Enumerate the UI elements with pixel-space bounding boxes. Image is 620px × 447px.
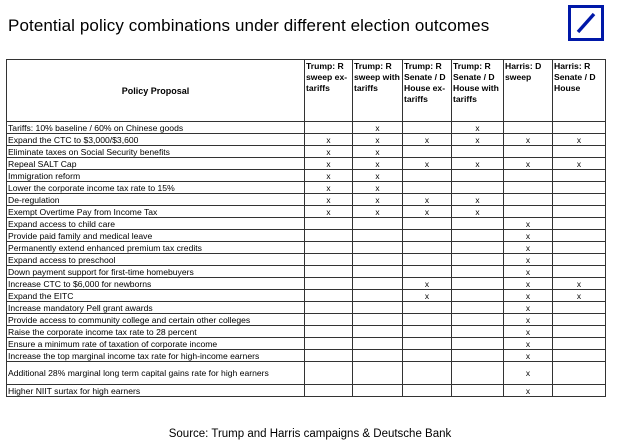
- scenario-cell: [353, 290, 403, 302]
- column-header-scenario: Harris: R Senate / D House: [553, 60, 606, 122]
- scenario-cell: x: [305, 206, 353, 218]
- scenario-cell: [553, 194, 606, 206]
- scenario-cell: [305, 314, 353, 326]
- scenario-cell: [403, 338, 452, 350]
- scenario-cell: [553, 302, 606, 314]
- scenario-cell: x: [403, 158, 452, 170]
- scenario-cell: [452, 266, 504, 278]
- scenario-cell: [504, 206, 553, 218]
- scenario-cell: [403, 182, 452, 194]
- scenario-cell: x: [504, 385, 553, 397]
- scenario-cell: [553, 314, 606, 326]
- policy-label: Provide access to community college and certain other colleges: [7, 314, 305, 326]
- scenario-cell: [504, 122, 553, 134]
- policy-label: Lower the corporate income tax rate to 15%: [7, 182, 305, 194]
- scenario-cell: x: [452, 206, 504, 218]
- scenario-cell: x: [504, 218, 553, 230]
- table-row: [7, 122, 606, 134]
- scenario-cell: x: [504, 326, 553, 338]
- scenario-cell: x: [403, 278, 452, 290]
- table-row: [7, 218, 606, 230]
- policy-label: Tariffs: 10% baseline / 60% on Chinese goods: [7, 122, 305, 134]
- column-header-scenario: Trump: R Senate / D House with tariffs: [452, 60, 504, 122]
- table-row: [7, 314, 606, 326]
- scenario-cell: [452, 302, 504, 314]
- scenario-cell: [504, 146, 553, 158]
- scenario-cell: x: [504, 314, 553, 326]
- column-header-scenario: Trump: R sweep with tariffs: [353, 60, 403, 122]
- policy-label: Eliminate taxes on Social Security benefits: [7, 146, 305, 158]
- scenario-cell: [452, 230, 504, 242]
- scenario-cell: [553, 350, 606, 362]
- column-header-scenario: Trump: R sweep ex-tariffs: [305, 60, 353, 122]
- policy-label: Repeal SALT Cap: [7, 158, 305, 170]
- scenario-cell: [403, 242, 452, 254]
- scenario-cell: x: [553, 158, 606, 170]
- scenario-cell: [305, 254, 353, 266]
- scenario-cell: x: [305, 134, 353, 146]
- scenario-cell: [305, 290, 353, 302]
- scenario-cell: x: [353, 134, 403, 146]
- scenario-cell: [353, 338, 403, 350]
- scenario-cell: [305, 338, 353, 350]
- scenario-cell: [553, 182, 606, 194]
- scenario-cell: [504, 182, 553, 194]
- scenario-cell: [452, 385, 504, 397]
- table-row: [7, 146, 606, 158]
- policy-label: Higher NIIT surtax for high earners: [7, 385, 305, 397]
- scenario-cell: [452, 254, 504, 266]
- scenario-cell: x: [353, 170, 403, 182]
- scenario-cell: x: [403, 206, 452, 218]
- scenario-cell: x: [504, 230, 553, 242]
- table-row: [7, 266, 606, 278]
- scenario-cell: x: [504, 278, 553, 290]
- scenario-cell: [452, 350, 504, 362]
- scenario-cell: x: [353, 194, 403, 206]
- scenario-cell: [553, 206, 606, 218]
- scenario-cell: [452, 218, 504, 230]
- scenario-cell: [452, 278, 504, 290]
- scenario-cell: [452, 170, 504, 182]
- scenario-cell: [305, 242, 353, 254]
- scenario-cell: x: [353, 146, 403, 158]
- policy-label: Increase mandatory Pell grant awards: [7, 302, 305, 314]
- scenario-cell: [305, 362, 353, 385]
- table-row: [7, 326, 606, 338]
- scenario-cell: [403, 385, 452, 397]
- scenario-cell: [504, 194, 553, 206]
- table-row: [7, 242, 606, 254]
- policy-label: Additional 28% marginal long term capital gains rate for high earners: [7, 362, 305, 385]
- scenario-cell: [353, 314, 403, 326]
- table-row: [7, 385, 606, 397]
- scenario-cell: [403, 266, 452, 278]
- scenario-cell: x: [553, 134, 606, 146]
- scenario-cell: [353, 362, 403, 385]
- scenario-cell: [353, 326, 403, 338]
- scenario-cell: x: [305, 170, 353, 182]
- table-row: [7, 170, 606, 182]
- scenario-cell: [452, 290, 504, 302]
- scenario-cell: x: [504, 350, 553, 362]
- scenario-cell: [305, 122, 353, 134]
- policy-label: Permanently extend enhanced premium tax credits: [7, 242, 305, 254]
- scenario-cell: [452, 314, 504, 326]
- table-header-row: [7, 60, 606, 122]
- policy-label: Exempt Overtime Pay from Income Tax: [7, 206, 305, 218]
- scenario-cell: [403, 350, 452, 362]
- scenario-cell: [553, 385, 606, 397]
- scenario-cell: [353, 230, 403, 242]
- scenario-cell: [353, 350, 403, 362]
- policy-table: [6, 59, 606, 397]
- scenario-cell: [553, 254, 606, 266]
- scenario-cell: [452, 182, 504, 194]
- scenario-cell: x: [452, 194, 504, 206]
- scenario-cell: x: [403, 194, 452, 206]
- scenario-cell: [403, 362, 452, 385]
- policy-table-body: [7, 122, 606, 397]
- table-row: [7, 230, 606, 242]
- scenario-cell: x: [305, 146, 353, 158]
- scenario-cell: [553, 242, 606, 254]
- scenario-cell: [353, 242, 403, 254]
- scenario-cell: x: [353, 182, 403, 194]
- table-row: [7, 254, 606, 266]
- scenario-cell: [553, 146, 606, 158]
- policy-label: Increase CTC to $6,000 for newborns: [7, 278, 305, 290]
- scenario-cell: [403, 254, 452, 266]
- column-header-scenario: Trump: R Senate / D House ex-tariffs: [403, 60, 452, 122]
- scenario-cell: [305, 230, 353, 242]
- scenario-cell: [305, 218, 353, 230]
- scenario-cell: x: [504, 362, 553, 385]
- scenario-cell: [353, 218, 403, 230]
- scenario-cell: [553, 170, 606, 182]
- policy-label: Expand access to child care: [7, 218, 305, 230]
- scenario-cell: x: [553, 278, 606, 290]
- scenario-cell: [553, 122, 606, 134]
- policy-label: Ensure a minimum rate of taxation of corporate income: [7, 338, 305, 350]
- scenario-cell: [452, 338, 504, 350]
- scenario-cell: [553, 338, 606, 350]
- source-note: Source: Trump and Harris campaigns & Deutsche Bank: [168, 428, 452, 440]
- column-header-policy-proposal: Policy Proposal: [7, 60, 305, 122]
- scenario-cell: [403, 326, 452, 338]
- scenario-cell: [305, 266, 353, 278]
- scenario-cell: [553, 266, 606, 278]
- table-row: [7, 194, 606, 206]
- scenario-cell: [452, 326, 504, 338]
- scenario-cell: [305, 326, 353, 338]
- scenario-cell: x: [305, 158, 353, 170]
- deutsche-bank-logo-icon: [568, 5, 604, 41]
- table-row: [7, 338, 606, 350]
- scenario-cell: x: [305, 182, 353, 194]
- scenario-cell: x: [504, 266, 553, 278]
- table-row: [7, 158, 606, 170]
- policy-label: Down payment support for first-time homebuyers: [7, 266, 305, 278]
- scenario-cell: [403, 170, 452, 182]
- table-row: [7, 302, 606, 314]
- scenario-cell: [452, 242, 504, 254]
- policy-label: Provide paid family and medical leave: [7, 230, 305, 242]
- scenario-cell: x: [403, 290, 452, 302]
- table-row: [7, 182, 606, 194]
- scenario-cell: [403, 218, 452, 230]
- scenario-cell: x: [403, 134, 452, 146]
- scenario-cell: [403, 230, 452, 242]
- policy-label: Increase the top marginal income tax rate for high-income earners: [7, 350, 305, 362]
- scenario-cell: x: [452, 122, 504, 134]
- scenario-cell: x: [504, 242, 553, 254]
- scenario-cell: x: [353, 206, 403, 218]
- column-header-scenario: Harris: D sweep: [504, 60, 553, 122]
- policy-label: Raise the corporate income tax rate to 28 percent: [7, 326, 305, 338]
- scenario-cell: [353, 302, 403, 314]
- scenario-cell: x: [452, 158, 504, 170]
- scenario-cell: [353, 385, 403, 397]
- scenario-cell: [553, 326, 606, 338]
- scenario-cell: [403, 302, 452, 314]
- scenario-cell: x: [353, 122, 403, 134]
- scenario-cell: [403, 314, 452, 326]
- policy-label: De-regulation: [7, 194, 305, 206]
- scenario-cell: [553, 218, 606, 230]
- scenario-cell: [403, 146, 452, 158]
- scenario-cell: x: [504, 302, 553, 314]
- scenario-cell: [452, 146, 504, 158]
- scenario-cell: [305, 302, 353, 314]
- scenario-cell: [504, 170, 553, 182]
- scenario-cell: [305, 350, 353, 362]
- table-row: [7, 362, 606, 385]
- table-row: [7, 350, 606, 362]
- policy-label: Expand access to preschool: [7, 254, 305, 266]
- scenario-cell: [403, 122, 452, 134]
- scenario-cell: x: [504, 338, 553, 350]
- table-row: [7, 278, 606, 290]
- table-row: [7, 134, 606, 146]
- scenario-cell: [353, 266, 403, 278]
- scenario-cell: [305, 385, 353, 397]
- scenario-cell: x: [504, 254, 553, 266]
- scenario-cell: x: [553, 290, 606, 302]
- policy-label: Immigration reform: [7, 170, 305, 182]
- policy-label: Expand the CTC to $3,000/$3,600: [7, 134, 305, 146]
- table-row: [7, 290, 606, 302]
- scenario-cell: x: [305, 194, 353, 206]
- scenario-cell: [452, 362, 504, 385]
- policy-label: Expand the EITC: [7, 290, 305, 302]
- page-title: Potential policy combinations under different election outcomes: [8, 16, 490, 35]
- scenario-cell: x: [504, 290, 553, 302]
- scenario-cell: [305, 278, 353, 290]
- scenario-cell: x: [504, 158, 553, 170]
- scenario-cell: x: [504, 134, 553, 146]
- scenario-cell: x: [353, 158, 403, 170]
- table-row: [7, 206, 606, 218]
- scenario-cell: [353, 254, 403, 266]
- scenario-cell: [553, 230, 606, 242]
- scenario-cell: [553, 362, 606, 385]
- scenario-cell: x: [452, 134, 504, 146]
- scenario-cell: [353, 278, 403, 290]
